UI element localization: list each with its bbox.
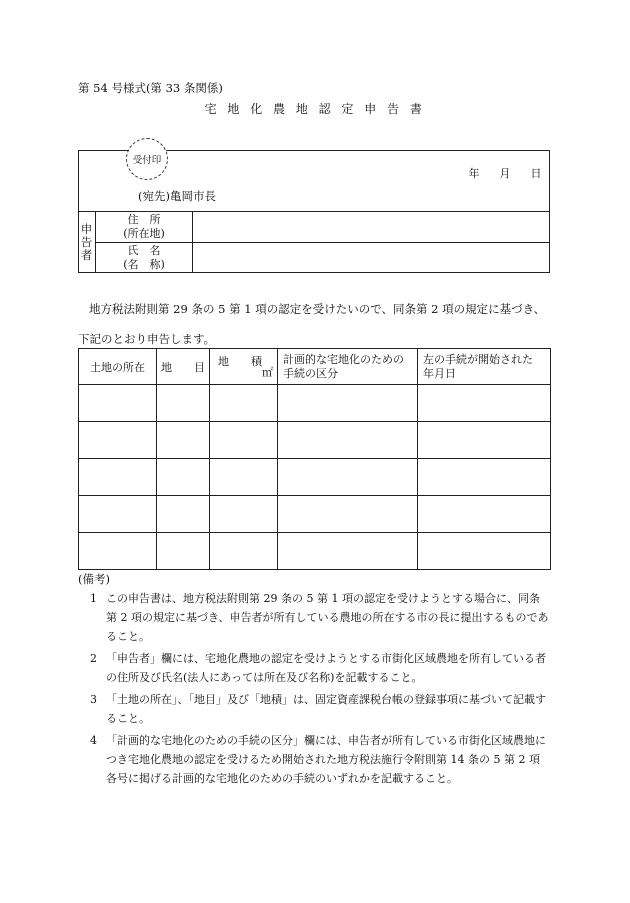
address-field[interactable]: [193, 212, 549, 242]
table-row: [79, 496, 551, 533]
cell-procedure-type[interactable]: [278, 496, 418, 533]
name-sub-label: (名 称): [123, 258, 165, 271]
cell-procedure-type[interactable]: [278, 385, 418, 422]
note-text: 「土地の所在」、「地目」及び「地積」は、固定資産課税台帳の登録事項に基づいて記載すること。: [106, 693, 546, 725]
note-text: 「申告者」欄には、宅地化農地の認定を受けようとする市街化区域農地を所有している者の住所及び氏名(法人にあっては所在及び名称)を記載すること。: [106, 652, 546, 684]
cell-land-category[interactable]: [157, 459, 210, 496]
declarant-char: 告: [80, 235, 93, 249]
note-item: [78, 731, 550, 788]
cell-start-date[interactable]: [418, 533, 551, 570]
note-item: [78, 589, 550, 646]
address-sub-label: (所在地): [123, 227, 165, 240]
cell-procedure-type[interactable]: [278, 459, 418, 496]
address-label-block: [96, 213, 192, 241]
cell-start-date[interactable]: [418, 422, 551, 459]
table-row: [79, 459, 551, 496]
name-field[interactable]: [193, 243, 549, 272]
date-year-label: 年: [468, 167, 480, 180]
notes-heading: (備考): [78, 572, 110, 586]
intro-text: 地方税法附則第 29 条の 5 第 1 項の認定を受けたいので、同条第 2 項の規定に基づき、下記のとおり申告します。: [78, 302, 546, 346]
cell-start-date[interactable]: [418, 496, 551, 533]
cell-location[interactable]: [79, 422, 157, 459]
cell-start-date[interactable]: [418, 459, 551, 496]
table-header-row: [79, 349, 551, 385]
note-number: 4: [90, 734, 97, 747]
date-day-label: 日: [530, 167, 542, 180]
note-text: 「計画的な宅地化のための手続の区分」欄には、申告者が所有している市街化区域農地につき宅地化農地の認定を受けるため開始された地方税法施行令附則第 14 条の 5 第 2 項各号に掲げる計画的な宅地化のための手続のいずれかを記載すること。: [106, 734, 546, 785]
header-start-date: 左の手続が開始された 年月日: [418, 349, 551, 385]
table-row: [79, 533, 551, 570]
cell-area[interactable]: [210, 385, 278, 422]
header-area: [210, 349, 278, 385]
table-row: [79, 422, 551, 459]
notes-list: [78, 589, 550, 791]
form-number: 第 54 号様式(第 33 条関係): [78, 81, 223, 95]
date-row: [460, 165, 550, 181]
cell-land-category[interactable]: [157, 533, 210, 570]
note-number: 2: [90, 652, 97, 665]
cell-area[interactable]: [210, 422, 278, 459]
cell-location[interactable]: [79, 533, 157, 570]
address-label: 住 所: [127, 213, 161, 226]
cell-location[interactable]: [79, 459, 157, 496]
table-row: [79, 385, 551, 422]
note-item: [78, 690, 550, 728]
note-item: [78, 649, 550, 687]
name-label: 氏 名: [127, 244, 161, 257]
declarant-section-label: [78, 212, 95, 273]
cell-area[interactable]: [210, 533, 278, 570]
cell-location[interactable]: [79, 496, 157, 533]
date-month-label: 月: [499, 167, 511, 180]
declarant-char: 者: [80, 248, 93, 262]
reception-stamp-label: 受付印: [132, 155, 162, 166]
declarant-char: 申: [80, 222, 93, 236]
header-land-category: 地 目: [157, 349, 210, 385]
cell-land-category[interactable]: [157, 385, 210, 422]
name-label-block: [96, 244, 192, 272]
cell-procedure-type[interactable]: [278, 533, 418, 570]
header-procedure-type: 計画的な宅地化のための 手続の区分: [278, 349, 418, 385]
cell-land-category[interactable]: [157, 422, 210, 459]
document-title: 宅 地 化 農 地 認 定 申 告 書: [204, 102, 426, 116]
cell-land-category[interactable]: [157, 496, 210, 533]
cell-start-date[interactable]: [418, 385, 551, 422]
cell-procedure-type[interactable]: [278, 422, 418, 459]
header-area-label: 地 積: [218, 355, 262, 368]
note-text: この申告書は、地方税法附則第 29 条の 5 第 1 項の認定を受けようとする場合に、同条第 2 項の規定に基づき、申告者が所有している農地の所在する市の長に提出するものであること。: [106, 592, 549, 643]
note-number: 1: [90, 592, 97, 605]
cell-area[interactable]: [210, 459, 278, 496]
note-number: 3: [90, 693, 97, 706]
addressee: (宛先)亀岡市長: [138, 189, 216, 203]
header-area-unit: ㎡: [262, 366, 273, 379]
header-location: 土地の所在: [79, 349, 157, 385]
cell-area[interactable]: [210, 496, 278, 533]
reception-stamp-circle: [126, 138, 168, 180]
land-table: [78, 348, 551, 570]
cell-location[interactable]: [79, 385, 157, 422]
